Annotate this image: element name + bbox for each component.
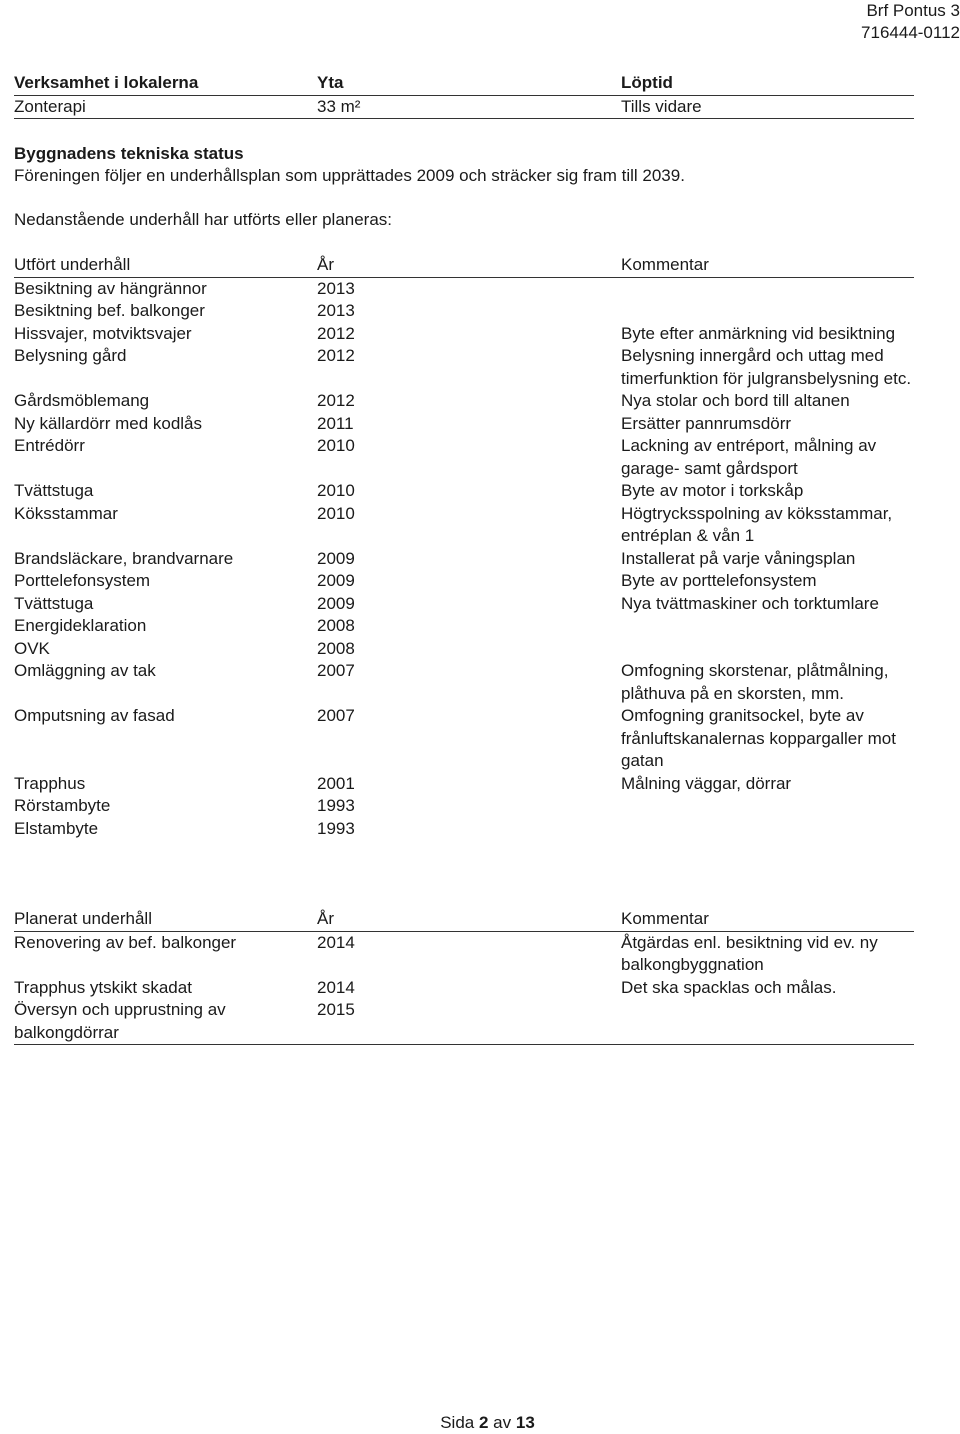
table-cell: Installerat på varje våningsplan <box>621 548 856 568</box>
table-row <box>14 390 914 413</box>
table-row <box>14 96 914 120</box>
table-cell: Rörstambyte <box>14 796 111 815</box>
technical-status <box>14 143 914 231</box>
table-cell: Åtgärdas enl. besiktning vid ev. ny balkongbyggnation <box>621 932 878 974</box>
table-cell: 2012 <box>317 323 355 343</box>
table-cell: Belysning innergård och uttag med timerfunktion för julgransbelysning etc. <box>621 346 912 388</box>
table-row <box>14 300 914 323</box>
table-row <box>14 773 914 796</box>
table-cell: Elstambyte <box>14 818 99 838</box>
table-cell: Tvättstuga <box>14 593 94 613</box>
table-cell: 2009 <box>317 593 355 613</box>
tenants-table <box>14 72 914 119</box>
table-cell: Besiktning bef. balkonger <box>14 301 205 320</box>
table-cell <box>621 300 914 323</box>
table-row <box>14 818 914 841</box>
org-number: 716444-0112 <box>861 23 960 42</box>
table-row <box>14 503 914 548</box>
table-cell: 1993 <box>317 818 355 838</box>
table-cell: Nya stolar och bord till altanen <box>621 391 850 410</box>
table-cell: Renovering av bef. balkonger <box>14 932 237 952</box>
table-row <box>14 999 914 1044</box>
table-cell: Ersätter pannrumsdörr <box>621 413 792 433</box>
table-cell: 2010 <box>317 481 355 500</box>
column-header: Löptid <box>621 73 673 92</box>
table-cell: 2009 <box>317 571 355 590</box>
table-cell: Målning väggar, dörrar <box>621 773 792 793</box>
table-cell: 2014 <box>317 932 355 952</box>
table-row <box>14 548 914 571</box>
table-cell: Köksstammar <box>14 503 118 523</box>
table-cell: 2010 <box>317 436 355 455</box>
table-cell: OVK <box>14 638 50 658</box>
table-cell: 2013 <box>317 301 355 320</box>
table-cell: Nya tvättmaskiner och torktumlare <box>621 593 879 613</box>
column-header: År <box>317 909 334 928</box>
table-cell: 2012 <box>317 346 355 365</box>
table-cell: Belysning gård <box>14 346 127 365</box>
table-cell: Det ska spacklas och målas. <box>621 977 837 997</box>
table-cell: 2007 <box>317 661 355 680</box>
column-header: Utfört underhåll <box>14 255 131 274</box>
table-cell: Ny källardörr med kodlås <box>14 413 203 433</box>
table-cell: Lackning av entréport, målning av garage- samt gårdsport <box>621 436 877 478</box>
table-row <box>14 480 914 503</box>
page-number: 2 <box>478 1413 489 1432</box>
table-cell: 2015 <box>317 1000 355 1019</box>
table-row <box>14 977 914 1000</box>
table-cell: 2012 <box>317 391 355 410</box>
table-cell: Hissvajer, motviktsvajer <box>14 323 192 343</box>
page-of-label: av <box>493 1413 512 1432</box>
table-row <box>14 795 914 818</box>
table-row <box>14 593 914 616</box>
column-header: Kommentar <box>621 255 709 274</box>
table-row <box>14 435 914 480</box>
table-cell: Omläggning av tak <box>14 661 156 680</box>
table-cell: Omputsning av fasad <box>14 706 175 725</box>
intro-text: Föreningen följer en underhållsplan som upprättades 2009 och sträcker sig fram till 2039. <box>14 166 685 185</box>
table-cell: Gårdsmöblemang <box>14 391 150 410</box>
column-header: Verksamhet i lokalerna <box>14 73 199 92</box>
table-cell: 1993 <box>317 796 355 815</box>
table-cell <box>621 818 914 841</box>
table-cell: Omfogning granitsockel, byte av frånluftskanalernas koppargaller mot gatan <box>621 706 896 770</box>
table-cell <box>621 795 914 818</box>
table-cell: Omfogning skorstenar, plåtmålning, plåthuva på en skorsten, mm. <box>621 661 889 703</box>
table-cell <box>621 999 914 1044</box>
table-row <box>14 413 914 436</box>
table-cell: 2008 <box>317 616 355 635</box>
table-cell: Porttelefonsystem <box>14 571 151 590</box>
planned-maintenance-table <box>14 908 914 1045</box>
table-cell: Högtrycksspolning av köksstammar, entréplan & vån 1 <box>621 503 893 545</box>
table-header-row <box>14 72 914 96</box>
table-row <box>14 323 914 346</box>
page-label: Sida <box>440 1413 475 1432</box>
table-cell: Trapphus ytskikt skadat <box>14 977 192 997</box>
lead-text: Nedanstående underhåll har utförts eller planeras: <box>14 210 393 229</box>
table-cell <box>621 615 914 638</box>
table-row <box>14 345 914 390</box>
table-row <box>14 705 914 773</box>
table-header-row <box>14 254 914 278</box>
table-row <box>14 570 914 593</box>
table-row <box>14 638 914 661</box>
association-name: Brf Pontus 3 <box>866 1 960 20</box>
table-cell: Trapphus <box>14 773 86 793</box>
table-cell: Tills vidare <box>621 96 702 116</box>
table-body <box>14 278 914 841</box>
table-cell: 2008 <box>317 638 355 658</box>
page-total: 13 <box>515 1413 535 1432</box>
table-cell <box>621 278 914 301</box>
table-cell: Byte av motor i torkskåp <box>621 481 804 500</box>
table-cell: 2010 <box>317 503 355 523</box>
column-header: År <box>317 255 334 274</box>
table-row <box>14 278 914 301</box>
column-header: Kommentar <box>621 909 709 928</box>
table-row <box>14 932 914 977</box>
table-cell: Entrédörr <box>14 436 85 455</box>
column-header: Yta <box>317 73 344 92</box>
table-cell: Besiktning av hängrännor <box>14 278 207 298</box>
table-cell: Tvättstuga <box>14 481 94 500</box>
table-cell: 2011 <box>317 413 354 433</box>
table-cell: 2009 <box>317 548 355 568</box>
table-cell: 2013 <box>317 278 355 298</box>
table-cell: Byte av porttelefonsystem <box>621 571 817 590</box>
table-cell: 2001 <box>317 773 355 793</box>
table-cell: Energideklaration <box>14 616 147 635</box>
page-footer <box>0 1413 960 1433</box>
table-body <box>14 932 914 1046</box>
table-row <box>14 615 914 638</box>
table-cell: Brandsläckare, brandvarnare <box>14 548 234 568</box>
table-cell: Översyn och upprustning av balkongdörrar <box>14 1000 226 1042</box>
document-header <box>861 0 960 44</box>
performed-maintenance-table <box>14 254 914 840</box>
table-cell: Byte efter anmärkning vid besiktning <box>621 323 896 343</box>
table-cell: 2007 <box>317 706 355 725</box>
column-header: Planerat underhåll <box>14 909 152 928</box>
table-header-row <box>14 908 914 932</box>
table-cell <box>621 638 914 661</box>
table-row <box>14 660 914 705</box>
table-cell: 2014 <box>317 977 355 997</box>
table-cell: Zonterapi <box>14 96 86 116</box>
section-title: Byggnadens tekniska status <box>14 144 244 163</box>
table-cell: 33 m² <box>317 96 361 116</box>
